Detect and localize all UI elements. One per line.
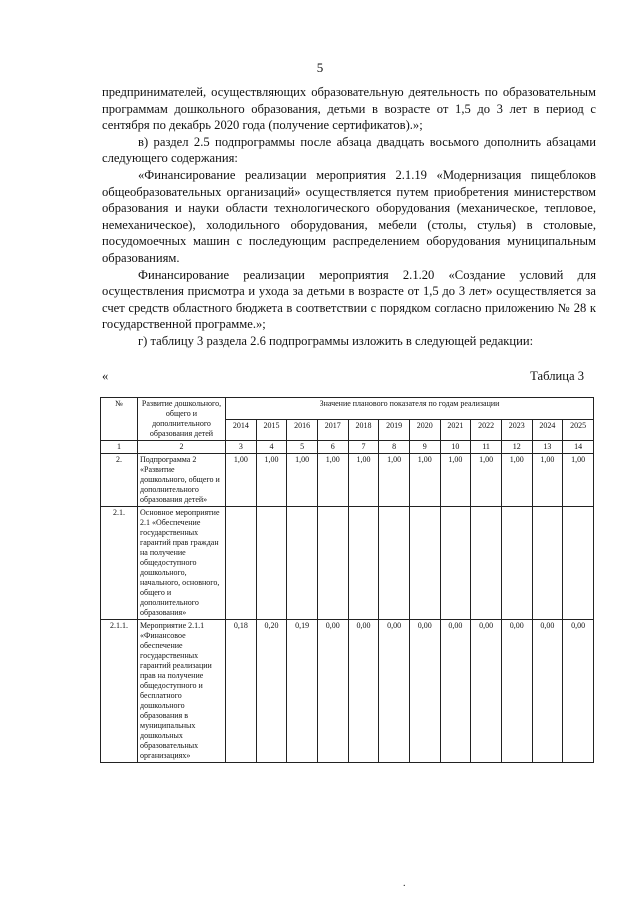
row-number: 2.1.: [101, 507, 138, 620]
value-cell: 0,19: [287, 620, 318, 763]
column-number: 5: [287, 441, 318, 454]
value-cell: 0,00: [471, 620, 502, 763]
value-cell: [256, 507, 287, 620]
column-number: 6: [317, 441, 348, 454]
column-number: 1: [101, 441, 138, 454]
value-cell: [563, 507, 594, 620]
value-cell: 0,00: [348, 620, 379, 763]
values-header: Значение планового показателя по годам реализации: [226, 398, 594, 420]
year-header: 2022: [471, 419, 502, 441]
paragraph: Финансирование реализации мероприятия 2.1.20 «Создание условий для осуществления присмотра и ухода за детьми в возрасте от 1,5 до 3 лет» осуществляется за счет средств областного бюджета в соответствии с порядком согласно приложению № 28 к государственной программе.»;: [102, 267, 596, 332]
column-number: 14: [563, 441, 594, 454]
value-cell: 1,00: [440, 454, 471, 507]
column-number: 7: [348, 441, 379, 454]
value-cell: 0,00: [440, 620, 471, 763]
value-cell: 0,00: [379, 620, 410, 763]
year-header: 2025: [563, 419, 594, 441]
column-numbers-row: [101, 441, 594, 454]
value-cell: [226, 507, 257, 620]
row-name: Подпрограмма 2 «Развитие дошкольного, общего и дополнительного образования детей»: [138, 454, 226, 507]
value-cell: 1,00: [287, 454, 318, 507]
indicator-table: [100, 397, 594, 763]
year-header: 2016: [287, 419, 318, 441]
value-cell: 0,20: [256, 620, 287, 763]
value-cell: 1,00: [379, 454, 410, 507]
year-header: 2018: [348, 419, 379, 441]
row-number: 2.: [101, 454, 138, 507]
column-number: 8: [379, 441, 410, 454]
value-cell: [440, 507, 471, 620]
value-cell: 0,00: [409, 620, 440, 763]
value-cell: [379, 507, 410, 620]
column-number: 13: [532, 441, 563, 454]
value-cell: 1,00: [348, 454, 379, 507]
paragraph: предпринимателей, осуществляющих образовательную деятельность по образовательным программам дошкольного образования, детьми в возрасте от 1,5 до 3 лет в период с сентября по декабрь 2020 года (получение сертификатов).»;: [102, 85, 596, 133]
table-body: [101, 454, 594, 763]
value-cell: 0,18: [226, 620, 257, 763]
value-cell: 0,00: [501, 620, 532, 763]
value-cell: [317, 507, 348, 620]
value-cell: [501, 507, 532, 620]
column-number: 11: [471, 441, 502, 454]
value-cell: [532, 507, 563, 620]
year-header: 2021: [440, 419, 471, 441]
table-label: Таблица 3: [530, 369, 584, 383]
row-name: Основное мероприятие 2.1 «Обеспечение государственных гарантий прав граждан на получение общедоступного дошкольного, начального, основного, общего и дополнительного образования»: [138, 507, 226, 620]
body-text: [102, 84, 596, 350]
value-cell: [471, 507, 502, 620]
column-number: 3: [226, 441, 257, 454]
col-name-header: Развитие дошкольного, общего и дополнительного образования детей: [138, 398, 226, 441]
table-row: [101, 620, 594, 763]
page-number: 5: [316, 60, 324, 75]
col-no-header: №: [101, 398, 138, 441]
opening-quote-mark: «: [102, 369, 109, 383]
table-row: [101, 454, 594, 507]
column-number: 9: [409, 441, 440, 454]
column-number: 12: [501, 441, 532, 454]
value-cell: 1,00: [317, 454, 348, 507]
value-cell: 1,00: [226, 454, 257, 507]
year-header: 2023: [501, 419, 532, 441]
value-cell: [287, 507, 318, 620]
value-cell: 0,00: [563, 620, 594, 763]
footer-mark: .: [403, 878, 406, 889]
value-cell: 1,00: [563, 454, 594, 507]
year-header: 2014: [226, 419, 257, 441]
row-name: Мероприятие 2.1.1 «Финансовое обеспечение государственных гарантий реализации прав на получение общедоступного и бесплатного дошкольного образования в муниципальных дошкольных образовательных организациях»: [138, 620, 226, 763]
table-row: [101, 507, 594, 620]
year-header: 2024: [532, 419, 563, 441]
value-cell: 1,00: [532, 454, 563, 507]
paragraph: в) раздел 2.5 подпрограммы после абзаца двадцать восьмого дополнить абзацами следующего содержания:: [102, 134, 596, 166]
value-cell: 1,00: [471, 454, 502, 507]
value-cell: 0,00: [317, 620, 348, 763]
paragraph: «Финансирование реализации мероприятия 2.1.19 «Модернизация пищеблоков общеобразовательных организаций» осуществляется путем приобретения министерством образования и науки области технологического оборудования (механическое, тепловое, немеханическое), холодильного оборудования, мебели (столы, стулья) в столовые, посудомоечных машин с последующим распределением оборудования муниципальным образованиям.: [102, 167, 596, 265]
value-cell: [348, 507, 379, 620]
paragraph: г) таблицу 3 раздела 2.6 подпрограммы изложить в следующей редакции:: [138, 333, 534, 348]
column-number: 4: [256, 441, 287, 454]
year-header: 2020: [409, 419, 440, 441]
column-number: 10: [440, 441, 471, 454]
value-cell: 1,00: [256, 454, 287, 507]
year-header: 2017: [317, 419, 348, 441]
row-number: 2.1.1.: [101, 620, 138, 763]
value-cell: 0,00: [532, 620, 563, 763]
value-cell: 1,00: [501, 454, 532, 507]
column-number: 2: [138, 441, 226, 454]
year-header: 2019: [379, 419, 410, 441]
value-cell: 1,00: [409, 454, 440, 507]
year-header: 2015: [256, 419, 287, 441]
value-cell: [409, 507, 440, 620]
table-header-row: [101, 398, 594, 420]
